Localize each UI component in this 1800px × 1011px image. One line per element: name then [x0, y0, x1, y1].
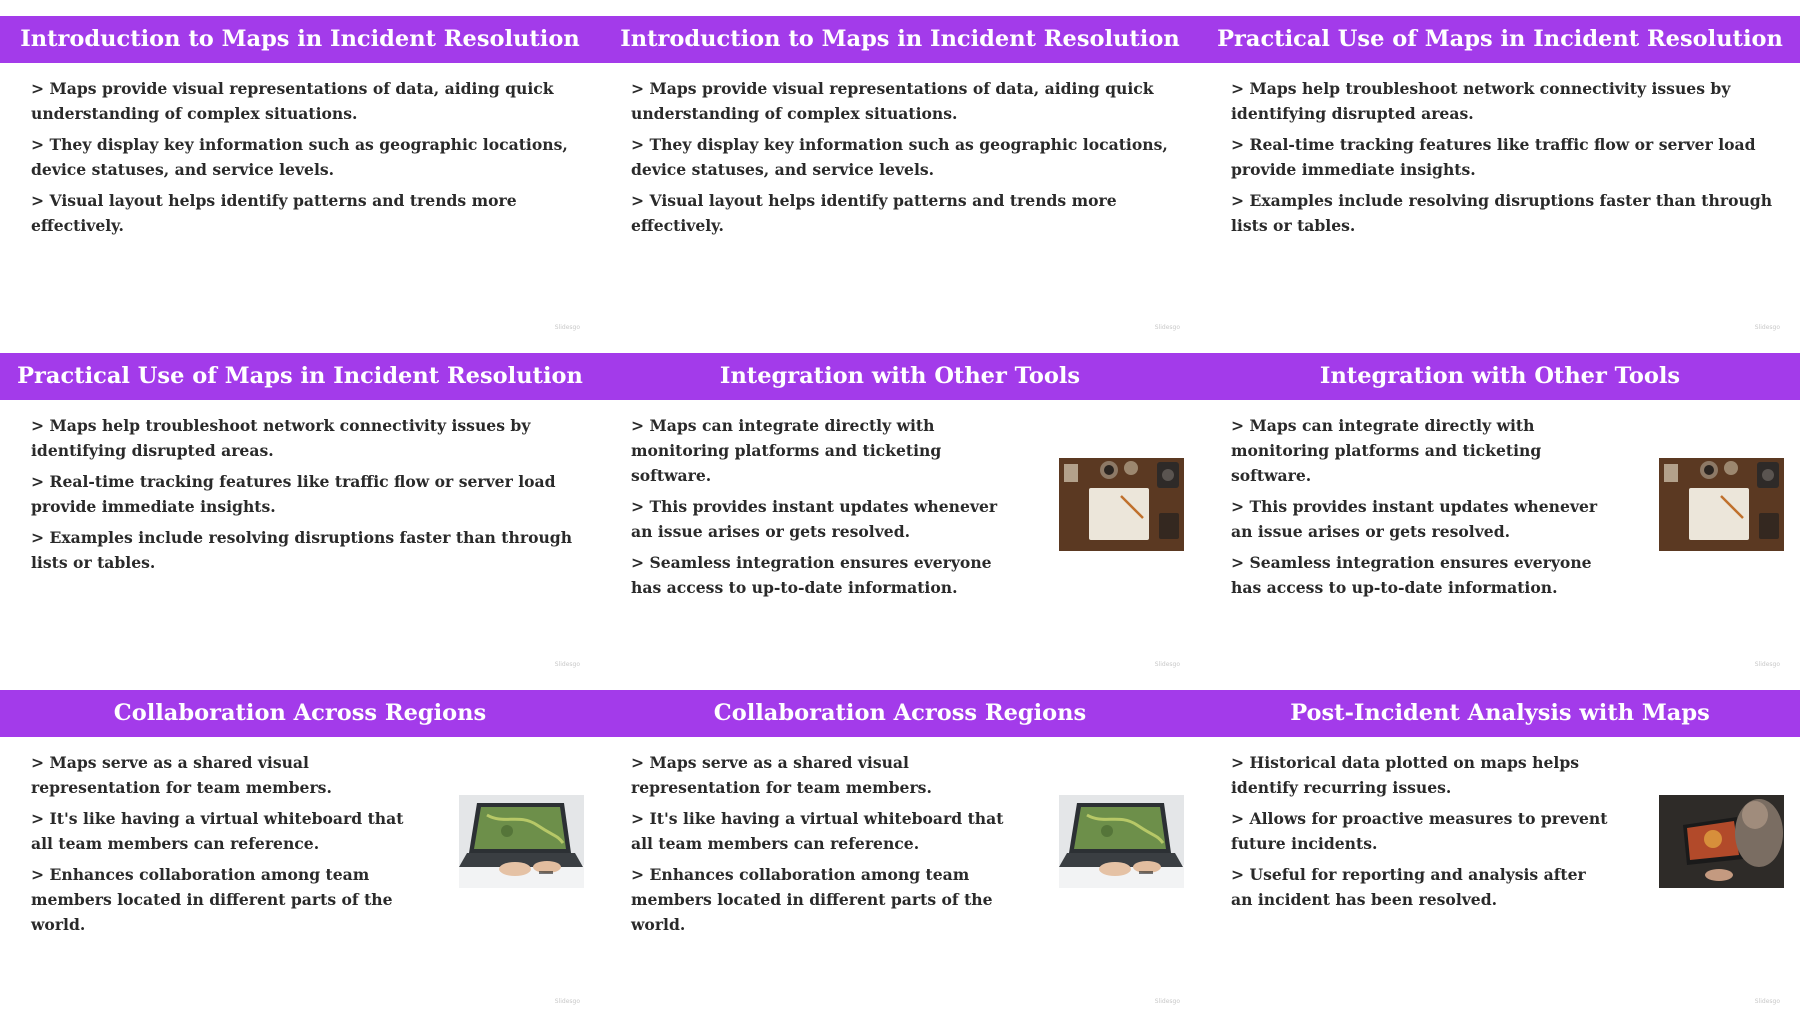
slide-title: Practical Use of Maps in Incident Resolution	[1200, 16, 1800, 63]
watermark: Slidesgo	[1754, 998, 1780, 1005]
slide-title: Introduction to Maps in Incident Resolution	[600, 16, 1200, 63]
bullet-item: > Visual layout helps identify patterns and trends more effectively.	[631, 191, 1117, 235]
bullet-item: > Real-time tracking features like traffic flow or server load provide immediate insights.	[31, 472, 556, 516]
slide-1[interactable]	[0, 0, 600, 337]
slide-7[interactable]	[0, 674, 600, 1011]
person-laptop-image	[1659, 795, 1784, 888]
bullet-item: > Enhances collaboration among team members located in different parts of the world.	[631, 865, 993, 934]
bullet-list	[631, 750, 1011, 943]
bullet-list	[31, 76, 576, 244]
bullet-item: > It's like having a virtual whiteboard that all team members can reference.	[31, 809, 404, 853]
watermark: Slidesgo	[1154, 998, 1180, 1005]
bullet-list	[631, 76, 1176, 244]
bullet-item: > Maps help troubleshoot network connectivity issues by identifying disrupted areas.	[1231, 79, 1731, 123]
watermark: Slidesgo	[554, 998, 580, 1005]
slide-3[interactable]	[1200, 0, 1800, 337]
watermark: Slidesgo	[1154, 661, 1180, 668]
laptop-map-image	[459, 795, 584, 888]
watermark: Slidesgo	[1754, 661, 1780, 668]
bullet-item: > Examples include resolving disruptions faster than through lists or tables.	[31, 528, 573, 572]
bullet-item: > Maps help troubleshoot network connectivity issues by identifying disrupted areas.	[31, 416, 531, 460]
slide-title: Post-Incident Analysis with Maps	[1200, 690, 1800, 737]
slide-title: Practical Use of Maps in Incident Resolution	[0, 353, 600, 400]
watermark: Slidesgo	[1154, 324, 1180, 331]
laptop-map-photo	[459, 795, 584, 888]
bullet-item: > Maps serve as a shared visual representation for team members.	[31, 753, 332, 797]
bullet-list	[1231, 76, 1776, 244]
slide-4[interactable]	[0, 337, 600, 674]
laptop-map-image	[1059, 795, 1184, 888]
slide-title: Introduction to Maps in Incident Resolution	[0, 16, 600, 63]
bullet-item: > Maps provide visual representations of data, aiding quick understanding of complex situations.	[31, 79, 554, 123]
person-laptop-photo	[1659, 795, 1784, 888]
notebook-camera-photo	[1059, 458, 1184, 551]
slide-title: Collaboration Across Regions	[0, 690, 600, 737]
notebook-camera-image	[1659, 458, 1784, 551]
bullet-item: > Enhances collaboration among team members located in different parts of the world.	[31, 865, 393, 934]
bullet-item: > Real-time tracking features like traffic flow or server load provide immediate insights.	[1231, 135, 1756, 179]
bullet-item: > Maps provide visual representations of data, aiding quick understanding of complex situations.	[631, 79, 1154, 123]
bullet-item: > Examples include resolving disruptions faster than through lists or tables.	[1231, 191, 1773, 235]
notebook-camera-photo	[1659, 458, 1784, 551]
slide-2[interactable]	[600, 0, 1200, 337]
slide-8[interactable]	[600, 674, 1200, 1011]
watermark: Slidesgo	[554, 324, 580, 331]
bullet-list	[31, 750, 411, 943]
bullet-item: > Seamless integration ensures everyone has access to up-to-date information.	[1231, 553, 1592, 597]
bullet-item: > Allows for proactive measures to prevent future incidents.	[1231, 809, 1608, 853]
bullet-list	[31, 413, 576, 581]
laptop-map-photo	[1059, 795, 1184, 888]
bullet-list	[1231, 413, 1611, 606]
slide-title: Integration with Other Tools	[1200, 353, 1800, 400]
watermark: Slidesgo	[554, 661, 580, 668]
bullet-item: > Seamless integration ensures everyone has access to up-to-date information.	[631, 553, 992, 597]
slide-9[interactable]	[1200, 674, 1800, 1011]
slide-5[interactable]	[600, 337, 1200, 674]
bullet-list	[631, 413, 1011, 606]
notebook-camera-image	[1059, 458, 1184, 551]
bullet-item: > They display key information such as geographic locations, device statuses, and service levels.	[631, 135, 1168, 179]
bullet-item: > Historical data plotted on maps helps identify recurring issues.	[1231, 753, 1580, 797]
bullet-item: > Maps can integrate directly with monitoring platforms and ticketing software.	[1231, 416, 1542, 485]
watermark: Slidesgo	[1754, 324, 1780, 331]
bullet-item: > This provides instant updates whenever an issue arises or gets resolved.	[1231, 497, 1598, 541]
bullet-item: > This provides instant updates whenever an issue arises or gets resolved.	[631, 497, 998, 541]
bullet-item: > Useful for reporting and analysis after an incident has been resolved.	[1231, 865, 1586, 909]
bullet-list	[1231, 750, 1611, 918]
bullet-item: > Maps can integrate directly with monitoring platforms and ticketing software.	[631, 416, 942, 485]
slide-title: Integration with Other Tools	[600, 353, 1200, 400]
bullet-item: > It's like having a virtual whiteboard that all team members can reference.	[631, 809, 1004, 853]
slide-6[interactable]	[1200, 337, 1800, 674]
bullet-item: > Maps serve as a shared visual representation for team members.	[631, 753, 932, 797]
slide-title: Collaboration Across Regions	[600, 690, 1200, 737]
bullet-item: > Visual layout helps identify patterns and trends more effectively.	[31, 191, 517, 235]
bullet-item: > They display key information such as geographic locations, device statuses, and service levels.	[31, 135, 568, 179]
